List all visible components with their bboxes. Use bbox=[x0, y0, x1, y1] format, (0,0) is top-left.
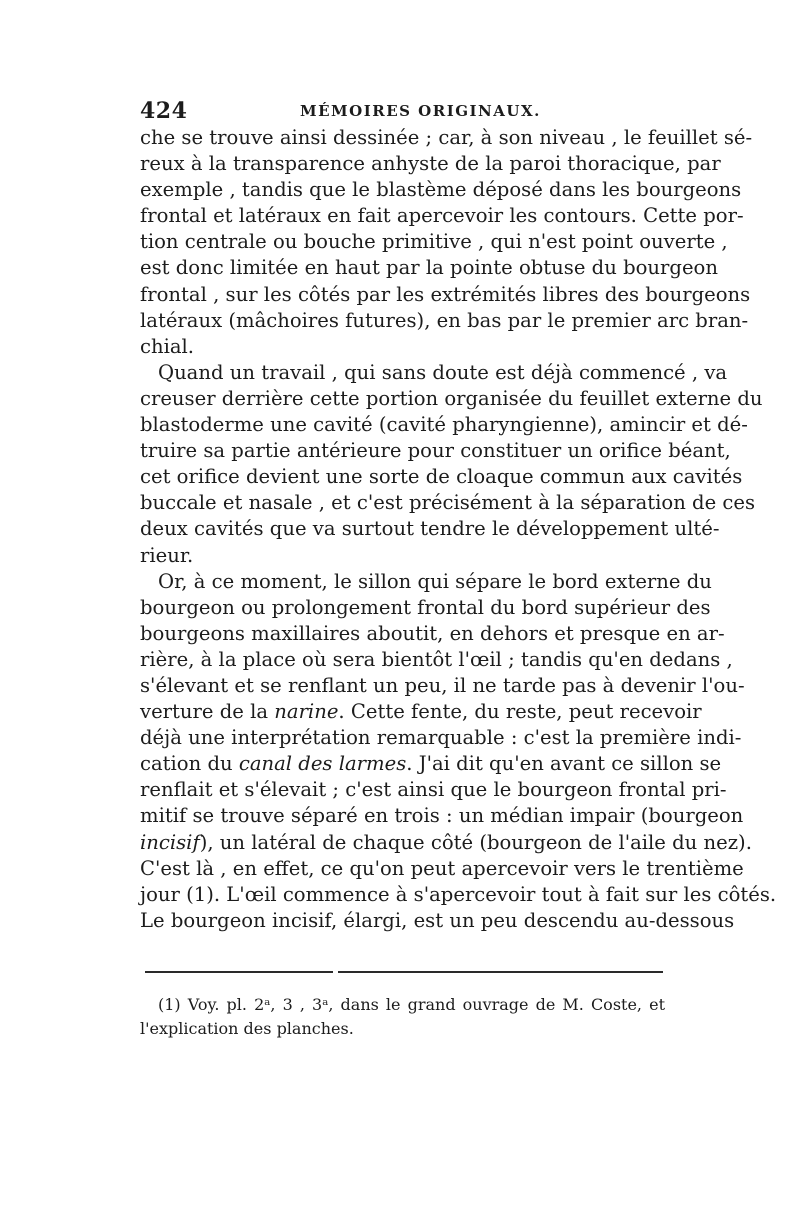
footnote bbox=[140, 993, 665, 1041]
text-line: mitif se trouve séparé en trois : un médian impair (bourgeon bbox=[140, 804, 744, 828]
text-line: cation du canal des larmes. J'ai dit qu'en avant ce sillon se bbox=[140, 752, 722, 776]
footnote-line: l'explication des planches. bbox=[140, 1019, 354, 1038]
text-line: latéraux (mâchoires futures), en bas par le premier arc bran- bbox=[140, 308, 749, 332]
text-line: exemple , tandis que le blastème déposé dans les bourgeons bbox=[140, 178, 742, 202]
text-line: truire sa partie antérieure pour constituer un orifice béant, bbox=[140, 439, 731, 463]
text-line: déjà une interprétation remarquable : c'est la première indi- bbox=[140, 726, 742, 750]
text-line: bourgeons maxillaires aboutit, en dehors et presque en ar- bbox=[140, 621, 725, 645]
running-head: MÉMOIRES ORIGINAUX. bbox=[300, 102, 541, 120]
text-line: tion centrale ou bouche primitive , qui n'est point ouverte , bbox=[140, 230, 728, 254]
text-line: frontal et latéraux en fait apercevoir les contours. Cette por- bbox=[140, 204, 744, 228]
text-line: cet orifice devient une sorte de cloaque commun aux cavités bbox=[140, 465, 743, 489]
text-line: jour (1). L'œil commence à s'apercevoir tout à fait sur les côtés. bbox=[140, 882, 777, 906]
page-header bbox=[140, 98, 660, 128]
text-line: rieur. bbox=[140, 543, 194, 567]
footnote-rule-gap bbox=[333, 970, 338, 974]
paragraph-start-line: Quand un travail , qui sans doute est déjà commencé , va bbox=[158, 360, 728, 384]
text-line: che se trouve ainsi dessinée ; car, à son niveau , le feuillet sé- bbox=[140, 126, 753, 149]
text-line: est donc limitée en haut par la pointe obtuse du bourgeon bbox=[140, 256, 718, 280]
paragraph-start-line: Or, à ce moment, le sillon qui sépare le bord externe du bbox=[158, 569, 712, 593]
text-line: renflait et s'élevait ; c'est ainsi que le bourgeon frontal pri- bbox=[140, 778, 727, 802]
text-line: rière, à la place où sera bientôt l'œil ; tandis qu'en dedans , bbox=[140, 647, 733, 671]
text-line: buccale et nasale , et c'est précisément à la séparation de ces bbox=[140, 491, 756, 515]
footnote-rule bbox=[145, 971, 663, 973]
body-text bbox=[140, 125, 777, 934]
text-line: bourgeon ou prolongement frontal du bord supérieur des bbox=[140, 595, 711, 619]
text-line: verture de la narine. Cette fente, du reste, peut recevoir bbox=[140, 700, 702, 724]
page-number: 424 bbox=[140, 98, 188, 124]
text-line: incisif), un latéral de chaque côté (bourgeon de l'aile du nez). bbox=[140, 830, 752, 854]
text-line: C'est là , en effet, ce qu'on peut apercevoir vers le trentième bbox=[140, 856, 744, 880]
text-line: blastoderme une cavité (cavité pharyngienne), amincir et dé- bbox=[140, 413, 748, 437]
text-line: frontal , sur les côtés par les extrémités libres des bourgeons bbox=[140, 282, 751, 306]
text-line: chial. bbox=[140, 334, 195, 358]
text-line: creuser derrière cette portion organisée du feuillet externe du bbox=[140, 386, 763, 410]
text-line: s'élevant et se renflant un peu, il ne tarde pas à devenir l'ou- bbox=[140, 673, 745, 697]
text-line: deux cavités que va surtout tendre le développement ulté- bbox=[140, 517, 720, 541]
footnote-line: (1) Voy. pl. 2ᵃ, 3 , 3ᵃ, dans le grand ouvrage de M. Coste, et bbox=[158, 995, 665, 1014]
text-line: reux à la transparence anhyste de la paroi thoracique, par bbox=[140, 152, 721, 176]
text-line: Le bourgeon incisif, élargi, est un peu descendu au-dessous bbox=[140, 908, 735, 932]
